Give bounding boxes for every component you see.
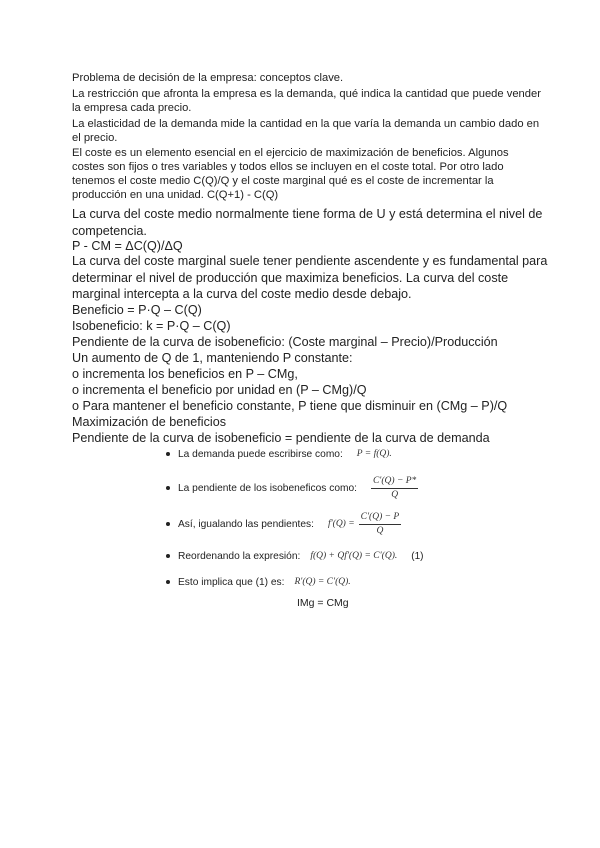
bullet-dot-icon: [166, 580, 170, 584]
bullet-math-lhs: f′(Q) =: [327, 519, 355, 529]
bullet-pendiente-isobeneficios: [166, 476, 418, 500]
paragraph-coste-medio: La curva del coste medio normalmente tiene forma de U y está determina el nivel de competencia.: [72, 207, 543, 238]
paragraph-elasticidad: La elasticidad de la demanda mide la cantidad en la que varía la demanda un cambio dado en el precio.: [72, 118, 540, 144]
fraction-denominator: Q: [391, 489, 399, 500]
formula-beneficio: Beneficio = P·Q – C(Q): [72, 303, 202, 317]
paragraph-pendiente: Pendiente de la curva de isobeneficio: (Coste marginal – Precio)/Producción: [72, 335, 498, 349]
bullet-math: R′(Q) = C′(Q).: [294, 577, 351, 587]
heading-maximizacion: Maximización de beneficios: [72, 415, 226, 429]
fraction-numerator: C′(Q) − P: [359, 512, 402, 525]
bullet-implica: [166, 570, 351, 594]
bullet-text: Reordenando la expresión:: [178, 550, 301, 562]
paragraph-coste-marginal: La curva del coste marginal suele tener pendiente ascendente y es fundamental para determinar el nivel de producción que maximiza beneficios. La curva del coste marginal intercepta a la curva del coste medio desde debajo.: [72, 254, 548, 302]
paragraph-restriccion: La restricción que afronta la empresa es la demanda, qué indica la cantidad que puede vender la empresa cada precio.: [72, 88, 541, 114]
bullet-math: f(Q) + Qf′(Q) = C′(Q).: [310, 551, 398, 561]
bullet-reordenando: [166, 544, 423, 568]
formula-p-cm: P - CM = ΔC(Q)/ΔQ: [72, 239, 183, 253]
paragraph-title: Problema de decisión de la empresa: conceptos clave.: [72, 72, 344, 84]
formula-isobeneficio: Isobeneficio: k = P·Q – C(Q): [72, 319, 231, 333]
paragraph-coste: El coste es un elemento esencial en el ejercicio de maximización de beneficios. Algunos costes son fijos o tres variables y todos ellos se incluyen en el coste total. Por otro lado tenemos el coste medio C(Q)/Q y el coste marginal qué es el coste de incrementar la producción en una unidad. C(Q+1) - C(Q): [72, 147, 509, 201]
paragraph-incrementa-beneficios: o incrementa los beneficios en P – CMg,: [72, 367, 298, 381]
fraction: [359, 512, 402, 537]
bullet-dot-icon: [166, 554, 170, 558]
paragraph-mantener: o Para mantener el beneficio constante, P tiene que disminuir en (CMg – P)/Q: [72, 399, 508, 413]
equation-number: (1): [411, 550, 424, 562]
bullet-dot-icon: [166, 486, 170, 490]
bullet-igualando: [166, 512, 401, 536]
bullet-text: Así, igualando las pendientes:: [178, 518, 314, 530]
result-equation: IMg = CMg: [297, 597, 349, 609]
bullet-text: La pendiente de los isobeneficos como:: [178, 482, 357, 494]
paragraph-incrementa-unidad: o incrementa el beneficio por unidad en (P – CMg)/Q: [72, 383, 367, 397]
bullet-math: P = f(Q).: [356, 449, 392, 459]
paragraph-aumento: Un aumento de Q de 1, manteniendo P constante:: [72, 351, 353, 365]
bullet-text: Esto implica que (1) es:: [178, 576, 285, 588]
bullet-dot-icon: [166, 522, 170, 526]
fraction: [371, 476, 418, 501]
fraction-denominator: Q: [376, 525, 384, 536]
bullet-dot-icon: [166, 452, 170, 456]
bullet-demanda: [166, 442, 392, 466]
paragraph-pendiente-demanda: Pendiente de la curva de isobeneficio = pendiente de la curva de demanda: [72, 431, 490, 445]
bullet-text: La demanda puede escribirse como:: [178, 448, 343, 460]
fraction-numerator: C′(Q) − P*: [371, 476, 418, 489]
